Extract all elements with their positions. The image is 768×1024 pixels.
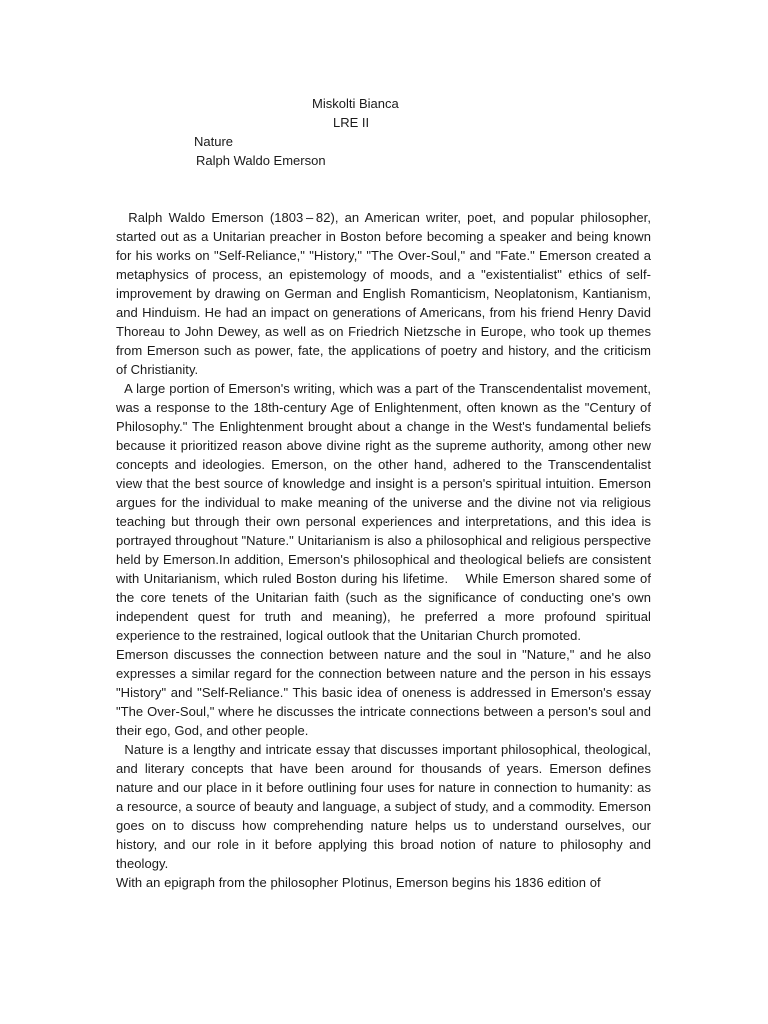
paragraph-1: Ralph Waldo Emerson (1803 – 82), an American writer, poet, and popular philosopher, started out as a Unitarian preacher in Boston before becoming a speaker and being known for his works on "Self-Reliance," "History," "The Over-Soul," and "Fate." Emerson created a metaphysics of process, an epistemology of moods, and a "existentialist" ethics of self-improvement by drawing on German and English Romanticism, Neoplatonism, Kantianism, and Hinduism. He had an impact on generations of Americans, from his friend Henry David Thoreau to John Dewey, as well as on Friedrich Nietzsche in Europe, who took up themes from Emerson such as power, fate, the applications of poetry and history, and the criticism of Christianity. [116,210,651,377]
paragraph-3: Emerson discusses the connection between nature and the soul in "Nature," and he also expresses a similar regard for the connection between nature and the person in his essays "History" and "Self-Reliance." This basic idea of oneness is addressed in Emerson's essay "The Over-Soul," where he discusses the intricate connections between a person's soul and their ego, God, and other people. [116,647,651,738]
paragraph-4: Nature is a lengthy and intricate essay that discusses important philosophical, theological, and literary concepts that have been around for thousands of years. Emerson defines nature and our place in it before outlining four uses for nature in connection to humanity: as a resource, a source of beauty and language, a subject of study, and a commodity. Emerson goes on to discuss how comprehending nature helps us to understand ourselves, our history, and our role in it before applying this broad notion of nature to philosophy and theology. [116,742,651,871]
paragraph-2: A large portion of Emerson's writing, which was a part of the Transcendentalist movement, was a response to the 18th-century Age of Enlightenment, often known as the "Century of Philosophy." The Enlightenment brought about a change in the West's fundamental beliefs because it prioritized reason above divine right as the supreme authority, among other new concepts and ideologies. Emerson, on the other hand, adhered to the Transcendentalist view that the best source of knowledge and insight is a person's spiritual intuition. Emerson argues for the individual to make meaning of the universe and the divine not via religious teaching but through their own personal experiences and interpretations, and this idea is portrayed throughout "Nature." Unitarianism is also a philosophical and religious perspective held by Emerson.In addition, Emerson's philosophical and theological beliefs are consistent with Unitarianism, which ruled Boston during his lifetime. While Emerson shared some of the core tenets of the Unitarian faith (such as the significance of conducting one's own independent quest for truth and meaning), he preferred a more profound spiritual experience to the restrained, logical outlook that the Unitarian Church promoted. [116,381,651,643]
essay-title: Nature [194,134,234,149]
course-code: LRE II [333,115,370,130]
essay-body [116,208,651,892]
essay-subject: Ralph Waldo Emerson [196,153,326,168]
paragraph-5: With an epigraph from the philosopher Plotinus, Emerson begins his 1836 edition of [116,875,601,890]
author-name: Miskolti Bianca [312,96,399,111]
